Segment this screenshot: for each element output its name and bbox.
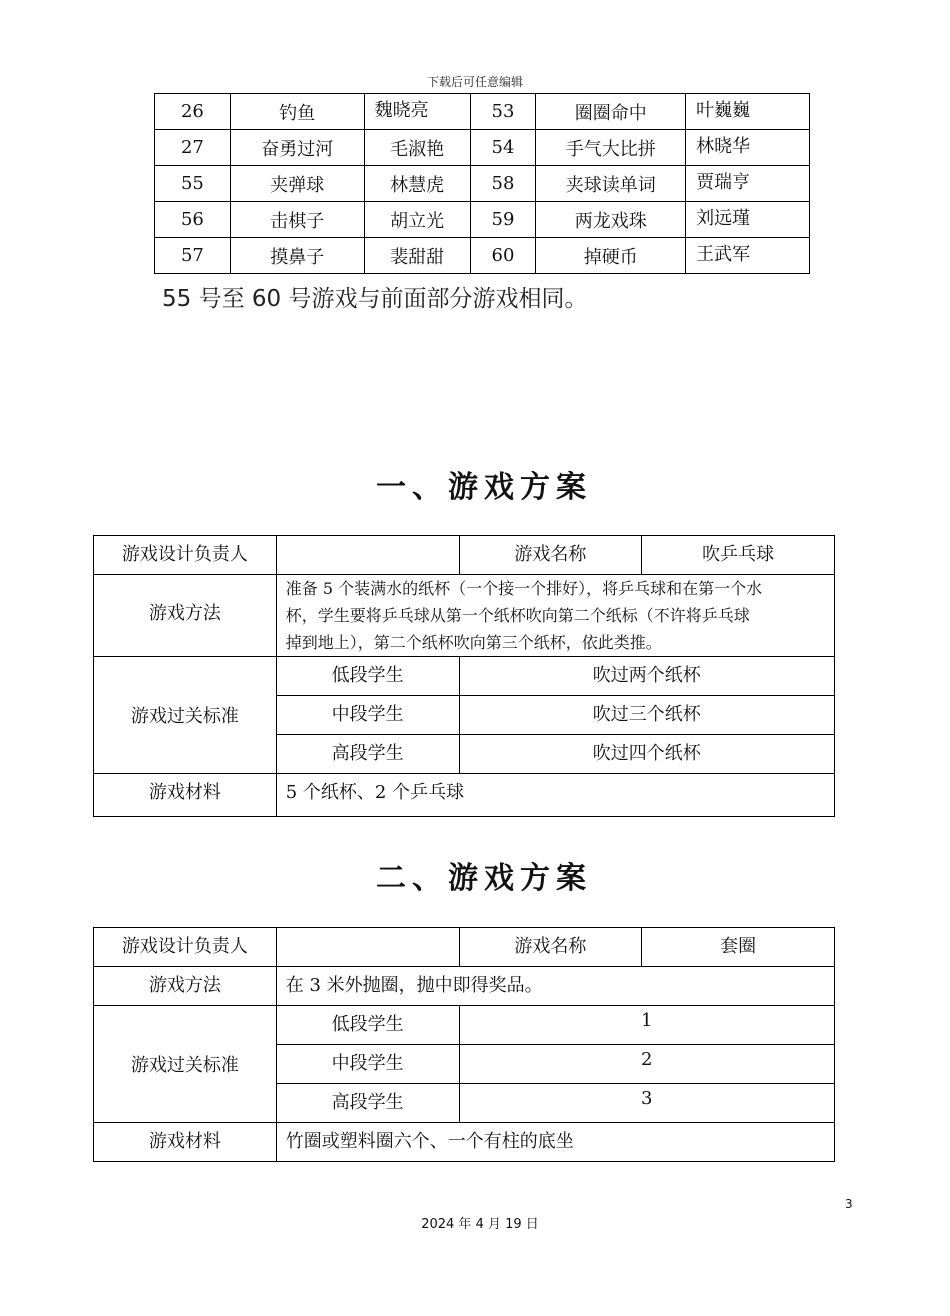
roster-cell: 贾瑞亨	[686, 166, 810, 202]
roster-cell: 毛淑艳	[364, 130, 470, 166]
roster-cell: 53	[470, 94, 536, 130]
roster-cell: 58	[470, 166, 536, 202]
plan1-material-value: 5 个纸杯、2 个乒乓球	[276, 774, 834, 817]
plan2-table	[93, 927, 835, 1162]
plan1-designer-label: 游戏设计负责人	[94, 536, 277, 575]
plan2-method-label: 游戏方法	[94, 967, 277, 1006]
plan1-method-line: 杯，学生要将乒乓球从第一个纸杯吹向第二个纸标（不许将乒乓球	[285, 606, 750, 625]
roster-cell: 夹弹球	[230, 166, 364, 202]
plan2-designer-value	[276, 928, 459, 967]
plan2-level-value: 1	[459, 1006, 835, 1045]
roster-row	[155, 202, 810, 238]
plan1-name-value: 吹乒乓球	[642, 536, 835, 575]
plan2-material-label: 游戏材料	[94, 1123, 277, 1162]
roster-cell: 击棋子	[230, 202, 364, 238]
plan1-method-line: 掉到地上），第二个纸杯吹向第三个纸杯，依此类推。	[285, 633, 662, 652]
roster-cell: 裴甜甜	[364, 238, 470, 274]
header-note: 下载后可任意编辑	[426, 75, 523, 89]
plan2-level-value: 2	[459, 1045, 835, 1084]
plan1-title: 一、游戏方案	[376, 470, 592, 505]
plan1-level-value: 吹过两个纸杯	[459, 657, 835, 696]
roster-cell: 林慧虎	[364, 166, 470, 202]
roster-cell: 掉硬币	[536, 238, 686, 274]
roster-row	[155, 166, 810, 202]
roster-cell: 奋勇过河	[230, 130, 364, 166]
plan1-level: 高段学生	[276, 735, 459, 774]
plan2-title: 二、游戏方案	[376, 861, 592, 896]
roster-cell: 胡立光	[364, 202, 470, 238]
note-line: 55 号至 60 号游戏与前面部分游戏相同。	[162, 286, 588, 312]
plan1-designer-value	[276, 536, 459, 575]
roster-cell: 夹球读单词	[536, 166, 686, 202]
plan2-level: 中段学生	[276, 1045, 459, 1084]
plan2-material-value: 竹圈或塑料圈六个、一个有柱的底坐	[276, 1123, 834, 1162]
roster-cell: 魏晓亮	[364, 94, 470, 130]
roster-cell: 圈圈命中	[536, 94, 686, 130]
plan1-material-label: 游戏材料	[94, 774, 277, 817]
roster-cell: 王武军	[686, 238, 810, 274]
plan2-method-value: 在 3 米外抛圈，抛中即得奖品。	[276, 967, 834, 1006]
plan2-level: 低段学生	[276, 1006, 459, 1045]
roster-table	[154, 93, 810, 274]
roster-cell: 摸鼻子	[230, 238, 364, 274]
roster-cell: 钓鱼	[230, 94, 364, 130]
roster-cell: 林晓华	[686, 130, 810, 166]
roster-cell: 26	[155, 94, 231, 130]
roster-cell: 59	[470, 202, 536, 238]
roster-cell: 刘远瑾	[686, 202, 810, 238]
plan1-method-line: 准备 5 个装满水的纸杯（一个接一个排好），将乒乓球和在第一个水	[285, 579, 763, 598]
plan2-level-value: 3	[459, 1084, 835, 1123]
plan1-method-value	[276, 575, 834, 657]
footer-date: 2024 年 4 月 19 日	[421, 1217, 539, 1232]
plan2-designer-label: 游戏设计负责人	[94, 928, 277, 967]
roster-cell: 手气大比拼	[536, 130, 686, 166]
plan1-method-label: 游戏方法	[94, 575, 277, 657]
plan2-name-value: 套圈	[642, 928, 835, 967]
plan2-level: 高段学生	[276, 1084, 459, 1123]
page-number: 3	[845, 1197, 853, 1211]
plan1-standard-label: 游戏过关标准	[94, 657, 277, 774]
roster-cell: 57	[155, 238, 231, 274]
plan1-level-value: 吹过三个纸杯	[459, 696, 835, 735]
roster-row	[155, 130, 810, 166]
plan1-level-value: 吹过四个纸杯	[459, 735, 835, 774]
roster-cell: 两龙戏珠	[536, 202, 686, 238]
plan1-name-label: 游戏名称	[459, 536, 642, 575]
plan2-name-label: 游戏名称	[459, 928, 642, 967]
roster-cell: 叶巍巍	[686, 94, 810, 130]
roster-cell: 27	[155, 130, 231, 166]
roster-cell: 56	[155, 202, 231, 238]
roster-cell: 55	[155, 166, 231, 202]
roster-cell: 54	[470, 130, 536, 166]
roster-row	[155, 238, 810, 274]
roster-row	[155, 94, 810, 130]
plan1-table	[93, 535, 835, 817]
plan1-level: 中段学生	[276, 696, 459, 735]
roster-cell: 60	[470, 238, 536, 274]
plan1-level: 低段学生	[276, 657, 459, 696]
plan2-standard-label: 游戏过关标准	[94, 1006, 277, 1123]
